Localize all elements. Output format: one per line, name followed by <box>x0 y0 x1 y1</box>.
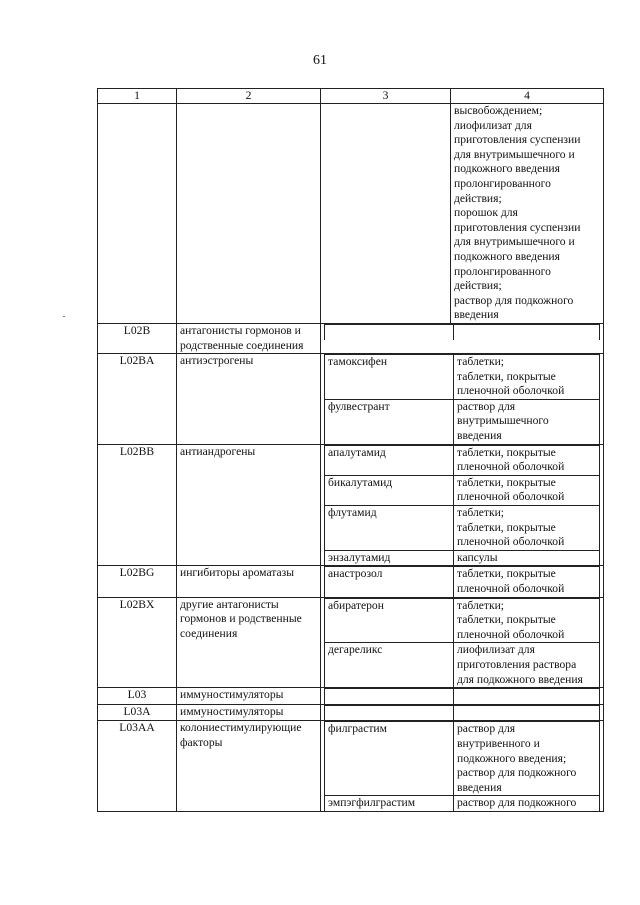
text-line: раствор для подкожного <box>457 796 577 810</box>
atc-code-cell: L02BG <box>98 566 177 597</box>
drug-name-cell: бикалутамид <box>325 475 454 505</box>
text-line: внутривенного и <box>457 736 540 750</box>
drug-subtable <box>324 566 600 596</box>
drug-subtable-body <box>325 598 600 687</box>
drug-row <box>325 324 600 339</box>
text-line: таблетки; <box>457 506 505 520</box>
drug-name-cell <box>325 705 454 720</box>
group-name-cell <box>177 104 321 324</box>
text-line: антиандрогены <box>180 444 256 458</box>
atc-code-cell: L02B <box>98 323 177 353</box>
text-line: таблетки, покрытые <box>457 567 556 581</box>
text-line: раствор для <box>457 399 516 413</box>
table-row <box>98 597 604 688</box>
text-line: факторы <box>180 735 223 749</box>
dosage-form-cell <box>454 722 600 796</box>
atc-code-cell: L03A <box>98 704 177 721</box>
drug-row <box>325 567 600 597</box>
text-line: раствор для <box>457 722 516 736</box>
dosage-form-cell <box>454 550 600 565</box>
drug-name-cell: флутамид <box>325 506 454 551</box>
dosage-form-cell <box>454 475 600 505</box>
drug-name-cell <box>325 689 454 704</box>
scan-speck <box>63 316 65 317</box>
column-header: 3 <box>321 89 451 104</box>
drug-subtable <box>324 354 600 444</box>
drug-row <box>325 643 600 687</box>
dosage-form-cell <box>454 445 600 475</box>
text-line: пленочной оболочкой <box>457 535 565 549</box>
text-line: порошок для <box>454 206 518 220</box>
dosage-form-cell <box>454 705 600 720</box>
column-header: 1 <box>98 89 177 104</box>
dosage-form-cell <box>454 355 600 400</box>
text-line: иммуностимуляторы <box>180 688 284 702</box>
dosage-form-cell <box>454 399 600 443</box>
drug-list-cell <box>321 704 604 721</box>
table-row <box>98 444 604 566</box>
drug-list-cell <box>321 688 604 705</box>
drug-name-cell: фулвестрант <box>325 399 454 443</box>
drug-row <box>325 722 600 796</box>
drug-subtable <box>324 598 600 688</box>
drug-name-cell: дегареликс <box>325 643 454 687</box>
drug-subtable-body <box>325 705 600 720</box>
drug-name-cell: эмпэгфилграстим <box>325 796 454 811</box>
drug-subtable-body <box>325 689 600 704</box>
text-line: приготовления суспензии <box>454 133 581 147</box>
text-line: подкожного введения <box>454 162 560 176</box>
drug-name-cell: филграстим <box>325 722 454 796</box>
drug-row <box>325 399 600 443</box>
atc-code-cell: L02BX <box>98 597 177 688</box>
drug-name-cell <box>321 104 451 324</box>
column-header: 4 <box>451 89 604 104</box>
text-line: таблетки, покрытые <box>457 445 556 459</box>
atc-code-cell: L02BB <box>98 444 177 566</box>
drug-table-body <box>98 89 604 812</box>
drug-subtable-body <box>325 445 600 565</box>
text-line: пленочной оболочкой <box>457 384 565 398</box>
drug-name-cell: абиратерон <box>325 598 454 643</box>
text-line: таблетки; <box>457 598 505 612</box>
drug-subtable-body <box>325 355 600 444</box>
drug-row <box>325 550 600 565</box>
text-line: действия; <box>454 279 502 293</box>
atc-code-cell: L03AA <box>98 721 177 812</box>
drug-subtable-body <box>325 567 600 597</box>
text-line: таблетки, покрытые <box>457 369 556 383</box>
drug-subtable <box>324 688 600 704</box>
drug-subtable <box>324 324 600 340</box>
text-line: раствор для подкожного <box>457 766 577 780</box>
drug-subtable <box>324 705 600 721</box>
text-line: антиэстрогены <box>180 354 254 368</box>
text-line: для подкожного введения <box>457 672 583 686</box>
drug-subtable <box>324 445 600 566</box>
drug-row <box>325 355 600 400</box>
drug-row <box>325 445 600 475</box>
text-line: пленочной оболочкой <box>457 582 565 595</box>
group-name-cell <box>177 566 321 597</box>
drug-name-cell: тамоксифен <box>325 355 454 400</box>
text-line: высвобождением; <box>454 104 543 117</box>
dosage-form-cell <box>454 567 600 597</box>
page-number: 61 <box>313 53 327 68</box>
dosage-form-cell <box>451 104 604 324</box>
text-line: таблетки, покрытые <box>457 613 556 627</box>
text-line: лиофилизат для <box>454 118 532 132</box>
atc-code-cell: L03 <box>98 688 177 705</box>
continuation-row <box>98 104 604 324</box>
text-line: пролонгированного <box>454 264 551 278</box>
table-row <box>98 354 604 445</box>
text-line: иммуностимуляторы <box>180 704 284 718</box>
text-line: для внутримышечного и <box>454 235 575 249</box>
dosage-form-cell <box>454 598 600 643</box>
group-name-cell <box>177 354 321 445</box>
dosage-form-cell <box>454 324 600 339</box>
drug-subtable-body <box>325 722 600 811</box>
text-line: пленочной оболочкой <box>457 490 565 504</box>
text-line: соединения <box>180 626 238 640</box>
text-line: введения <box>457 780 502 794</box>
drug-row <box>325 475 600 505</box>
text-line: таблетки; <box>457 355 505 369</box>
drug-list-cell <box>321 566 604 597</box>
text-line: гормонов и родственные <box>180 612 302 626</box>
table-row <box>98 688 604 705</box>
text-line: другие антагонисты <box>180 597 279 611</box>
drug-row <box>325 796 600 811</box>
drug-list-cell <box>321 323 604 353</box>
text-line: подкожного введения; <box>457 751 567 765</box>
text-line: таблетки, покрытые <box>457 520 556 534</box>
text-line: внутримышечного <box>457 414 549 428</box>
table-row <box>98 566 604 597</box>
text-line: лиофилизат для <box>457 643 535 657</box>
text-line: приготовления суспензии <box>454 220 581 234</box>
drug-row <box>325 506 600 551</box>
dosage-form-cell <box>454 506 600 551</box>
drug-table <box>97 88 604 812</box>
drug-name-cell <box>325 324 454 339</box>
drug-row <box>325 689 600 704</box>
drug-row <box>325 598 600 643</box>
text-line: раствор для подкожного <box>454 293 574 307</box>
drug-subtable <box>324 721 600 811</box>
atc-code-cell: L02BA <box>98 354 177 445</box>
text-line: антагонисты гормонов и <box>180 323 301 337</box>
text-line: пленочной оболочкой <box>457 460 565 474</box>
text-line: для внутримышечного и <box>454 147 575 161</box>
drug-list-cell <box>321 597 604 688</box>
group-name-cell <box>177 688 321 705</box>
text-line: пленочной оболочкой <box>457 627 565 641</box>
drug-name-cell: анастрозол <box>325 567 454 597</box>
text-line: приготовления раствора <box>457 657 577 671</box>
group-name-cell <box>177 597 321 688</box>
text-line: введения <box>457 429 502 443</box>
group-name-cell <box>177 721 321 812</box>
header-row <box>98 89 604 104</box>
dosage-form-cell <box>454 796 600 811</box>
text-line: введения <box>454 308 499 322</box>
atc-code-cell <box>98 104 177 324</box>
column-header: 2 <box>177 89 321 104</box>
drug-list-cell <box>321 444 604 566</box>
group-name-cell <box>177 323 321 353</box>
drug-list-cell <box>321 721 604 812</box>
drug-name-cell: апалутамид <box>325 445 454 475</box>
text-line: капсулы <box>457 550 498 564</box>
text-line: пролонгированного <box>454 176 551 190</box>
table-row <box>98 721 604 812</box>
drug-name-cell: энзалутамид <box>325 550 454 565</box>
text-line: действия; <box>454 191 502 205</box>
text-line: подкожного введения <box>454 249 560 263</box>
table-row <box>98 704 604 721</box>
dosage-form-cell <box>454 643 600 687</box>
text-line: родственные соединения <box>180 338 304 352</box>
text-line: ингибиторы ароматазы <box>180 566 295 580</box>
text-line: таблетки, покрытые <box>457 475 556 489</box>
group-name-cell <box>177 444 321 566</box>
dosage-form-cell <box>454 689 600 704</box>
table-row <box>98 323 604 353</box>
drug-row <box>325 705 600 720</box>
text-line: колониестимулирующие <box>180 721 302 735</box>
drug-list-cell <box>321 354 604 445</box>
drug-subtable-body <box>325 324 600 339</box>
group-name-cell <box>177 704 321 721</box>
